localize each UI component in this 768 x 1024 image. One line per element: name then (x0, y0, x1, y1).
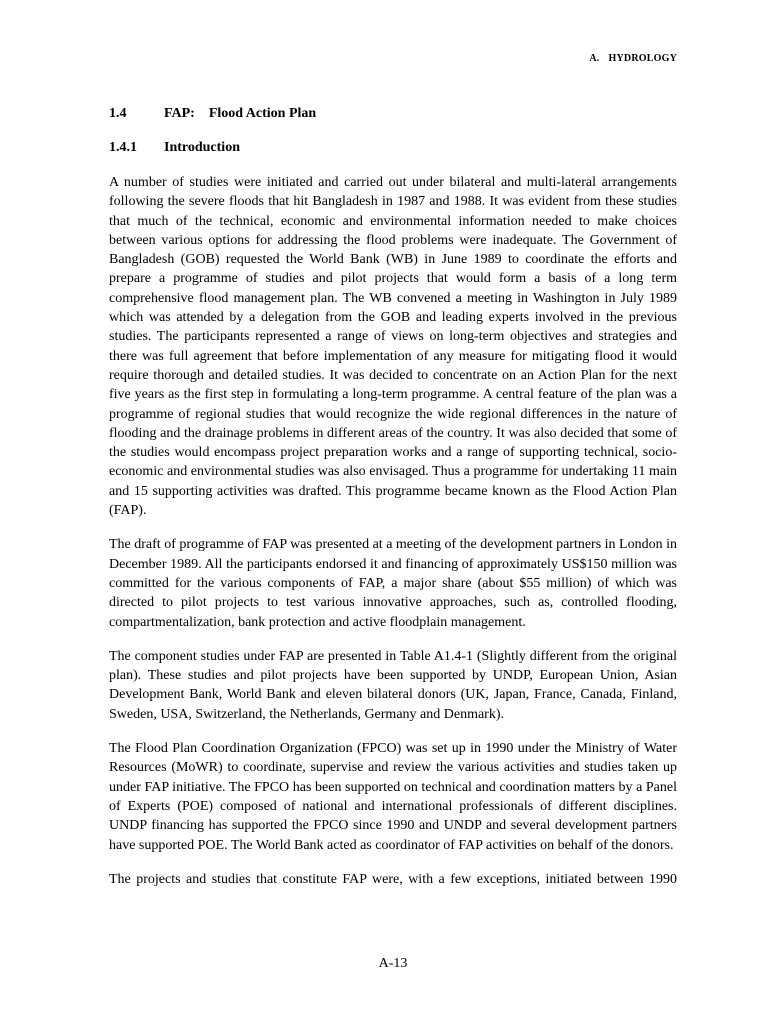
section-number: 1.4 (109, 106, 127, 121)
running-header (589, 53, 677, 64)
header-section-letter: A. (589, 53, 600, 64)
section-heading (109, 105, 677, 123)
paragraph-fpco: The Flood Plan Coordination Organization (FPCO) was set up in 1990 under the Ministry of Water Resources (MoWR) to coordinate, supervise and review the various activities and studies taken up under FAP initiative. The FPCO has been supported on technical and coordination matters by a Panel of Experts (POE) composed of national and international professionals of different disciplines. UNDP financing has supported the FPCO since 1990 and UNDP and several development partners have supported POE. The World Bank acted as coordinator of FAP activities on behalf of the donors. (109, 741, 677, 853)
paragraph-london-meeting: The draft of programme of FAP was presented at a meeting of the development partners in London in December 1989. All the participants endorsed it and financing of approximately US$150 million was committed for the various components of FAP, a major share (about $55 million) of which was directed to pilot projects to test various innovative approaches, such as, controlled flooding, compartmentalization, bank protection and active floodplain management. (109, 537, 677, 630)
paragraph-component-studies: The component studies under FAP are presented in Table A1.4-1 (Slightly different from the original plan). These studies and pilot projects have been supported by UNDP, European Union, Asian Development Bank, World Bank and eleven bilateral donors (UK, Japan, France, Canada, Finland, Sweden, USA, Switzerland, the Netherlands, Germany and Denmark). (109, 648, 677, 722)
header-section-title: HYDROLOGY (608, 53, 677, 64)
paragraph-projects-timeline: The projects and studies that constitute FAP were, with a few exceptions, initiated between 1990 (109, 871, 677, 887)
subsection-title: Introduction (164, 140, 240, 155)
page-number: A-13 (378, 956, 408, 971)
subsection-number: 1.4.1 (109, 140, 137, 155)
section-title: FAP: Flood Action Plan (164, 106, 317, 121)
subsection-heading (109, 139, 677, 157)
paragraph-intro: A number of studies were initiated and carried out under bilateral and multi-lateral arrangements following the severe floods that hit Bangladesh in 1987 and 1988. It was evident from these studies that much of the technical, economic and environmental information needed to make choices between various options for addressing the flood problems were inadequate. The Government of Bangladesh (GOB) requested the World Bank (WB) in June 1989 to coordinate the efforts and prepare a programme of studies and pilot projects that would form a basis of a long term comprehensive flood management plan. The WB convened a meeting in Washington in July 1989 which was attended by a delegation from the GOB and leading experts involved in the previous studies. The participants represented a range of views on long-term objectives and strategies and there was full agreement that before implementation of any measure for mitigating flood it would require thorough and detailed studies. It was decided to concentrate on an Action Plan for the next five years as the first step in formulating a long-term programme. A central feature of the plan was a programme of regional studies that would recognize the wide regional differences in the nature of flooding and the drainage problems in different areas of the country. It was also decided that some of the studies would encompass project preparation works and a range of supporting technical, socio-economic and environmental studies was also envisaged. Thus a programme for undertaking 11 main and 15 supporting activities was drafted. This programme became known as the Flood Action Plan (FAP). (109, 175, 677, 519)
page-body (109, 105, 677, 889)
